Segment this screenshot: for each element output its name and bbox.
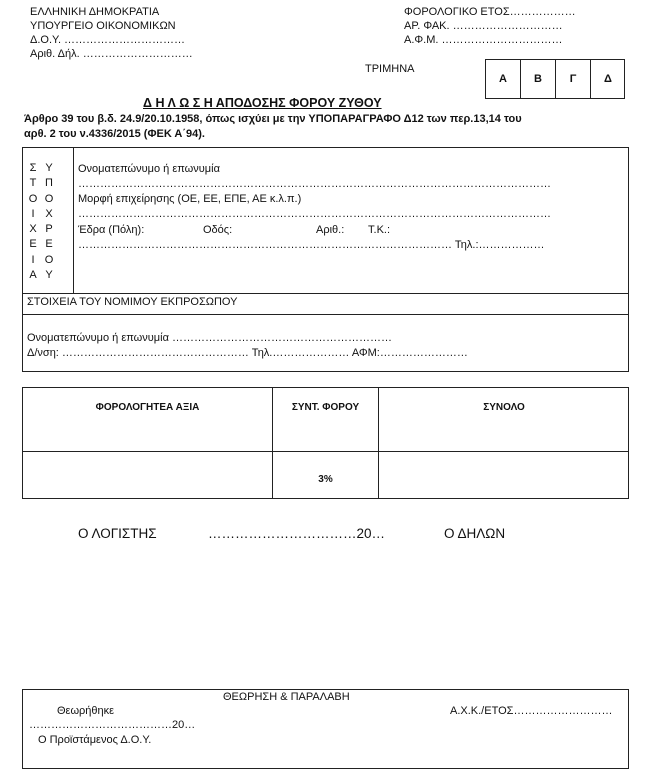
- legal-basis-line-1: Άρθρο 39 του β.δ. 24.9/20.10.1958, όπως ισχύει με την ΥΠΟΠΑΡΑΓΡΑΦΟ Δ12 των περ.13,14 του: [24, 113, 522, 125]
- tax-table: [22, 387, 629, 499]
- receipt-section: [22, 689, 629, 769]
- side-label-col-2: Υ Π Ο Χ Ρ Ε Ο Υ: [44, 162, 54, 282]
- quarter-d-cell[interactable]: Δ: [604, 73, 612, 85]
- total-cell[interactable]: [379, 452, 629, 498]
- postal-code-label: Τ.Κ.:: [368, 224, 391, 236]
- street-label: Οδός:: [203, 224, 233, 236]
- tax-rate-header: ΣΥΝΤ. ΦΟΡΟΥ: [291, 402, 360, 413]
- receipt-date-field[interactable]: …………………………………20…: [29, 719, 196, 731]
- seat-label: Έδρα (Πόλη):: [78, 224, 145, 236]
- quarter-b-cell[interactable]: Β: [534, 73, 542, 85]
- protocol-field[interactable]: Α.Χ.Κ./ΕΤΟΣ………………………: [450, 705, 613, 717]
- taxpayer-section: [22, 147, 629, 372]
- signature-date-field[interactable]: ……………………………20…: [208, 526, 386, 541]
- name-field[interactable]: …………………………………………………………………………………………………………………: [78, 178, 551, 190]
- accountant-signature: Ο ΛΟΓΙΣΤΗΣ: [78, 526, 157, 541]
- quarter-selector: [485, 59, 625, 99]
- form-title: Δ Η Λ Ω Σ Η ΑΠΟΔΟΣΗΣ ΦΟΡΟΥ ΖΥΘΟΥ: [143, 96, 382, 110]
- tax-rate-cell: 3%: [318, 474, 333, 485]
- quarter-c-cell[interactable]: Γ: [569, 73, 577, 85]
- declarant-signature: Ο ΔΗΛΩΝ: [444, 526, 506, 541]
- street-number-label: Αριθ.:: [316, 224, 345, 236]
- receipt-title: ΘΕΩΡΗΣΗ & ΠΑΡΑΛΑΒΗ: [223, 691, 350, 703]
- tin-field[interactable]: Α.Φ.Μ. ……………………………: [404, 34, 563, 46]
- address-phone-field[interactable]: ………………………………………………………………………………………… Τηλ.:………………: [78, 239, 545, 251]
- total-header: ΣΥΝΟΛΟ: [483, 402, 525, 413]
- quarter-label: ΤΡΙΜΗΝΑ: [365, 63, 415, 75]
- head-of-office-label: Ο Προϊστάμενος Δ.Ο.Υ.: [38, 734, 152, 746]
- file-number-field[interactable]: ΑΡ. ΦΑΚ. …………………………: [404, 20, 563, 32]
- taxable-value-header: ΦΟΡΟΛΟΓΗΤΕΑ ΑΞΙΑ: [95, 402, 200, 413]
- certified-label: Θεωρήθηκε: [57, 705, 115, 717]
- quarter-a-cell[interactable]: Α: [499, 73, 507, 85]
- representative-name-field[interactable]: Ονοματεπώνυμο ή επωνυμία ……………………………………………………: [27, 332, 392, 344]
- side-label-col-1: Σ Τ Ο Ι Χ Ε Ι Α: [28, 162, 38, 282]
- tax-year-field[interactable]: ΦΟΡΟΛΟΓΙΚΟ ΕΤΟΣ………………: [404, 6, 576, 18]
- representative-heading: ΣΤΟΙΧΕΙΑ ΤΟΥ ΝΟΜΙΜΟΥ ΕΚΠΡΟΣΩΠΟΥ: [27, 296, 238, 308]
- representative-address-field[interactable]: Δ/νση: …………………………………………… Τηλ.………………… ΑΦΜ:……………………: [27, 347, 468, 359]
- issuer-country: ΕΛΛΗΝΙΚΗ ΔΗΜΟΚΡΑΤΙΑ: [30, 6, 160, 18]
- issuer-ministry: ΥΠΟΥΡΓΕΙΟ ΟΙΚΟΝΟΜΙΚΩΝ: [30, 20, 176, 32]
- taxable-value-cell[interactable]: [23, 452, 272, 498]
- business-form-field[interactable]: …………………………………………………………………………………………………………………: [78, 208, 551, 220]
- business-form-label: Μορφή επιχείρησης (ΟΕ, ΕΕ, ΕΠΕ, ΑΕ κ.λ.π.): [78, 193, 302, 205]
- declaration-number-field[interactable]: Αριθ. Δήλ. …………………………: [30, 48, 193, 60]
- tax-office-field[interactable]: Δ.Ο.Υ. ……………………………: [30, 34, 186, 46]
- legal-basis-line-2: αρθ. 2 του ν.4336/2015 (ΦΕΚ Α΄94).: [24, 128, 205, 140]
- name-label: Ονοματεπώνυμο ή επωνυμία: [78, 163, 220, 175]
